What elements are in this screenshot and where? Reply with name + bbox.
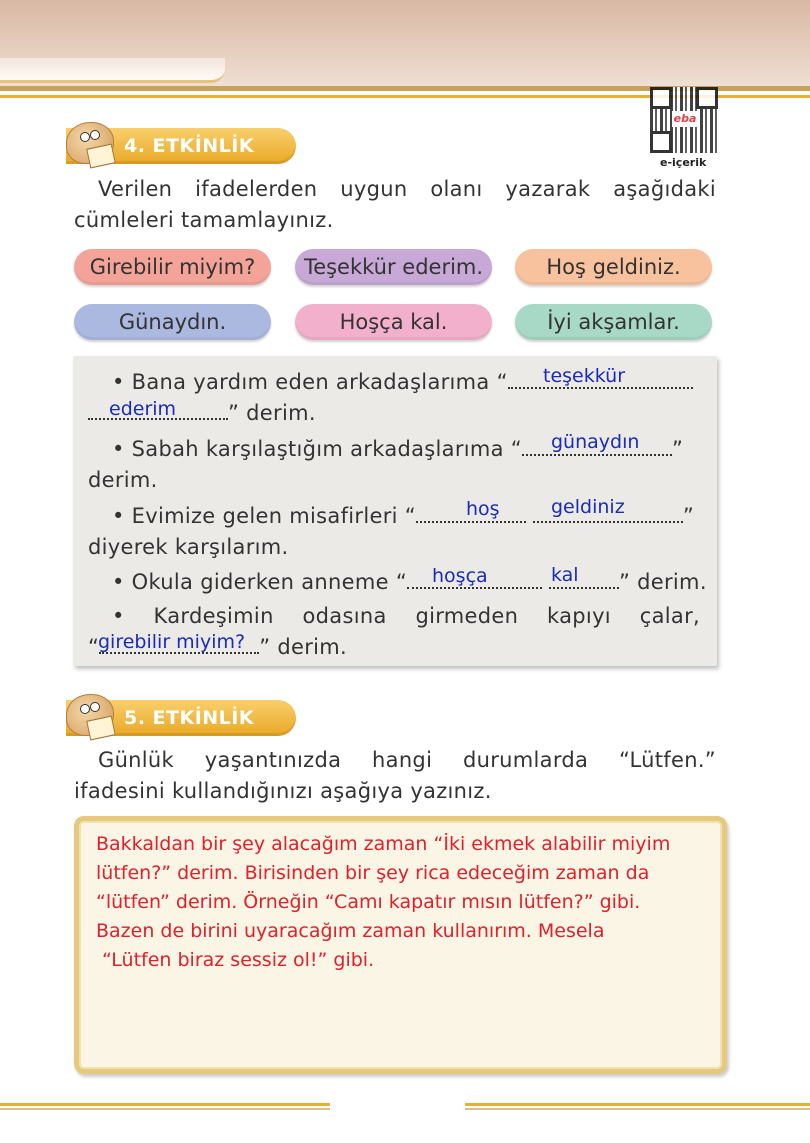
answer-8: girebilir miyim? <box>98 631 246 653</box>
answer-3: günaydın <box>551 431 640 453</box>
option-pill: Hoşça kal. <box>295 304 492 340</box>
answer-2: ederim <box>109 398 177 420</box>
activity-5-instruction: Günlük yaşantınızda hangi durumlarda “Lütfen.” ifadesini kullandığınızı aşağıya yazınız. <box>74 748 716 803</box>
footer-divider-left <box>0 1103 330 1106</box>
answer-text: Bakkaldan bir şey alacağım zaman “İki ekmek alabilir miyim lütfen?” derim. Birisinden bir şey rica edeceğim zaman da “lütfen” derim. Örneğin “Camı kapatır mısın lütfen?” gibi. Bazen de birini uyaracağım zaman kullanırım. Mesela “Lütfen biraz sessiz ol!” gibi. <box>96 833 671 971</box>
answer-5: geldiniz <box>551 496 625 518</box>
activity-4-instruction: Verilen ifadelerden uygun olanı yazarak aşağıdaki cümleleri tamamlayınız. <box>74 177 716 232</box>
activity-5-title: 5. ETKİNLİK <box>124 707 255 729</box>
option-pill: Günaydın. <box>74 304 271 340</box>
answer-1: teşekkür <box>543 365 626 387</box>
mascot-icon <box>62 116 120 170</box>
header-tab <box>0 58 225 83</box>
sentence-4: • Okula giderken anneme “ ” derim. <box>112 570 707 594</box>
footer-divider-right <box>465 1103 810 1106</box>
sentence-2-end: derim. <box>88 468 158 492</box>
qr-label: e-içerik <box>660 156 707 169</box>
answer-6: hoşça <box>432 565 488 587</box>
answer-4: hoş <box>466 498 500 520</box>
sentence-1-cont: ” derim. <box>88 401 700 425</box>
option-pill: Hoş geldiniz. <box>515 249 712 285</box>
sentence-3-end: diyerek karşılarım. <box>88 535 289 559</box>
qr-code-icon[interactable] <box>650 87 718 153</box>
answer-7: kal <box>551 564 579 586</box>
activity-4-title: 4. ETKİNLİK <box>124 135 255 157</box>
sentence-5-cont: “ ” derim. <box>88 635 347 659</box>
option-pill: İyi akşamlar. <box>515 304 712 340</box>
eba-logo: eba <box>673 112 697 125</box>
mascot-icon <box>62 688 120 742</box>
option-pill: Teşekkür ederim. <box>295 249 492 285</box>
sentence-5: • Kardeşimin odasına girmeden kapıyı çalar, <box>112 604 700 628</box>
option-pill: Girebilir miyim? <box>74 249 271 285</box>
sentence-3: • Evimize gelen misafirleri “ ” <box>112 504 695 528</box>
sentence-1: • Bana yardım eden arkadaşlarıma “ <box>88 370 700 394</box>
sentence-2: • Sabah karşılaştığım arkadaşlarıma “ ” <box>112 437 684 461</box>
